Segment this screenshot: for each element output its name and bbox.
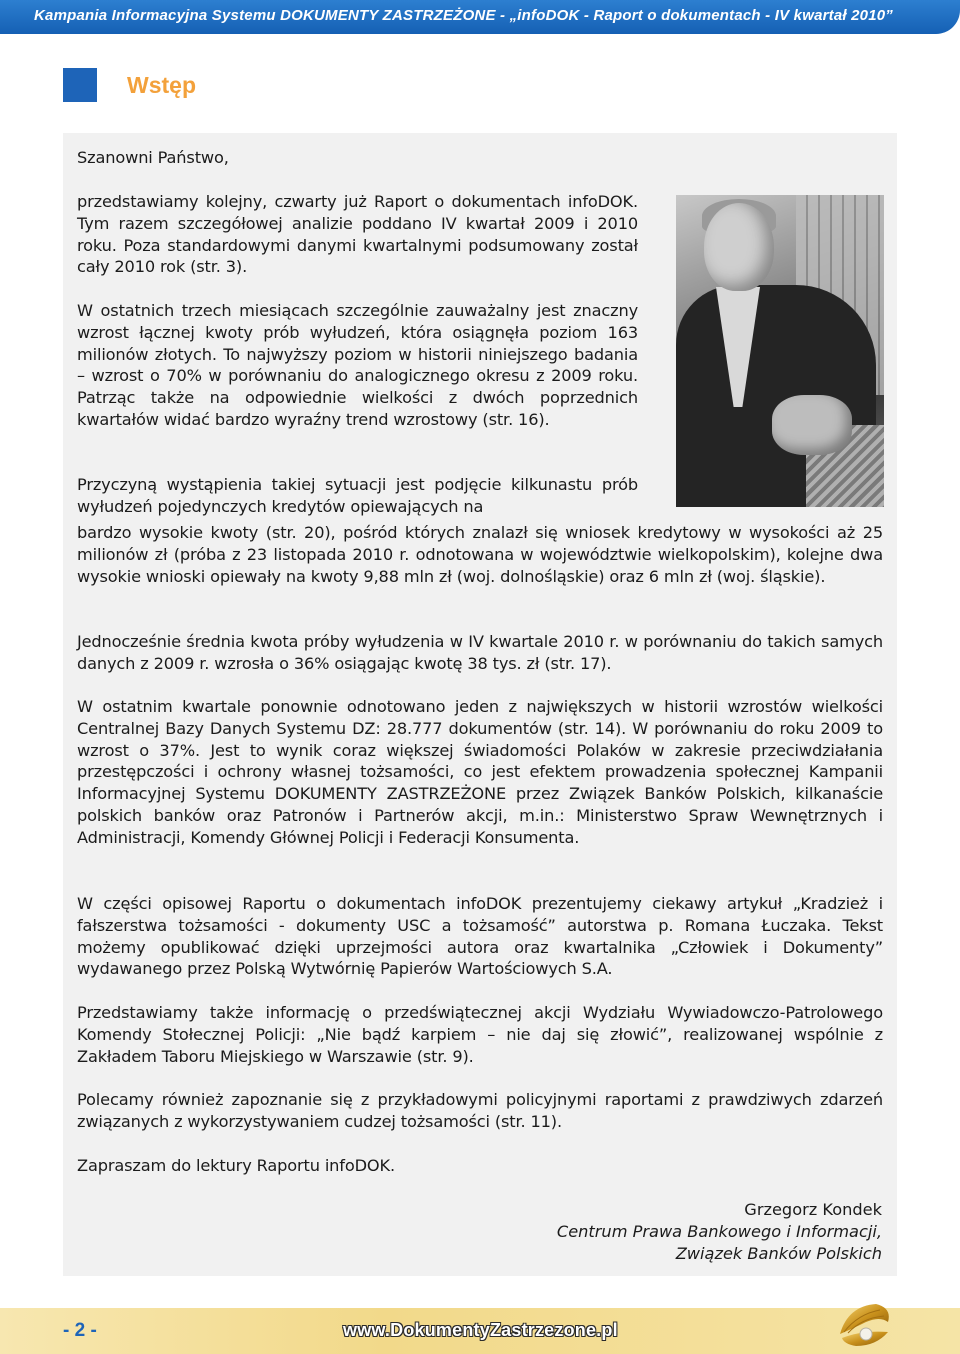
page-number: - 2 - — [63, 1320, 97, 1341]
letter-paragraph-8: Polecamy również zapoznanie się z przykładowymi policyjnymi raportami z prawdziwych zdarzeń związanych z wykorzystywaniem cudzej tożsamości (str. 11). — [77, 1090, 883, 1131]
golden-shell-icon — [836, 1300, 894, 1350]
footer-url-link[interactable]: www.DokumentyZastrzezone.pl — [343, 1320, 618, 1340]
letter-paragraph-6: W części opisowej Raportu o dokumentach infoDOK prezentujemy ciekawy artykuł „Kradzież i fałszerstwa tożsamości - dokumenty USC a tożsamość” autorstwa p. Romana Łuczaka. Tekst możemy opublikować dzięki uprzejmości autora oraz kwartalnika „Człowiek i Dokumenty” wydawanego przez Polską Wytwórnię Papierów Wartościowych S.A. — [77, 894, 883, 979]
letter-paragraph-3b: bardzo wysokie kwoty (str. 20), pośród których znalazł się wniosek kredytowy w wysokości aż 25 milionów zł (próba z 23 listopada 2010 r. odnotowana w województwie wielkopolskim), kolejne dwa wysokie wnioski opiewały na kwoty 9,88 mln zł (woj. dolnośląskie) oraz 6 mln zł (woj. śląskie). — [77, 523, 883, 586]
section-title: Wstęp — [127, 72, 196, 98]
letter-closing: Zapraszam do lektury Raportu infoDOK. — [77, 1156, 395, 1175]
letter-paragraph-2: W ostatnich trzech miesiącach szczególnie zauważalny jest znaczny wzrost łącznej kwoty prób wyłudzeń, która osiągnęła poziom 163 milionów złotych. To najwyższy poziom w historii niniejszego badania – wzrost o 70% w porównaniu do analogicznego okresu z 2009 roku. Patrząc także na odpowiednie wielkości z dwóch poprzednich kwartałów widać bardzo wyraźny trend wzrostowy (str. 16). — [77, 301, 638, 429]
signature-role-2: Związek Banków Polskich — [675, 1244, 882, 1263]
header-bar — [0, 0, 960, 34]
letter-paragraph-3a: Przyczyną wystąpienia takiej sytuacji jest podjęcie kilkunastu prób wyłudzeń pojedynczych kredytów opiewających na — [77, 475, 638, 516]
letter-paragraph-7: Przedstawiamy także informację o przedświątecznej akcji Wydziału Wywiadowczo-Patrolowego Komendy Stołecznej Policji: „Nie bądź karpiem – nie daj się złowić”, realizowanej wspólnie z Zakładem Taboru Miejskiego w Warszawie (str. 9). — [77, 1003, 883, 1066]
letter-paragraph-5: W ostatnim kwartale ponownie odnotowano jeden z największych w historii wzrostów wielkości Centralnej Bazy Danych Systemu DZ: 28.777 dokumentów (str. 14). W porównaniu do roku 2009 to wzrost o 37%. Jest to wynik coraz większej świadomości Polaków w zakresie przeciwdziałania przestępczości i ochrony własnej tożsamości, co jest efektem prowadzenia społecznej Kampanii Informacyjnej Systemu DOKUMENTY ZASTRZEŻONE przez Związek Banków Polskich, kilkanaście polskich banków oraz Patronów i Partnerów akcji, m.in.: Ministerstwo Spraw Wewnętrznych i Administracji, Komendy Głównej Policji i Federacji Konsumenta. — [77, 697, 883, 847]
letter-greeting: Szanowni Państwo, — [77, 148, 229, 167]
header-title: Kampania Informacyjna Systemu DOKUMENTY ZASTRZEŻONE - „infoDOK - Raport o dokumentach - IV kwartał 2010” — [34, 7, 893, 24]
letter-paragraph-1: przedstawiamy kolejny, czwarty już Raport o dokumentach infoDOK. Tym razem szczegółowej analizie poddano IV kwartał 2009 i 2010 roku. Poza standardowymi danymi kwartalnymi podsumowany został cały 2010 rok (str. 3). — [77, 192, 638, 277]
signature-block — [557, 1199, 882, 1265]
letter-paragraph-4: Jednocześnie średnia kwota próby wyłudzenia w IV kwartale 2010 r. w porównaniu do takich samych danych z 2009 r. wzrosła o 36% osiągając kwotę 38 tys. zł (str. 17). — [77, 632, 883, 673]
signature-name: Grzegorz Kondek — [744, 1200, 882, 1219]
signature-role-1: Centrum Prawa Bankowego i Informacji, — [556, 1222, 882, 1241]
blue-square-icon — [63, 68, 97, 102]
author-photo — [676, 195, 884, 507]
